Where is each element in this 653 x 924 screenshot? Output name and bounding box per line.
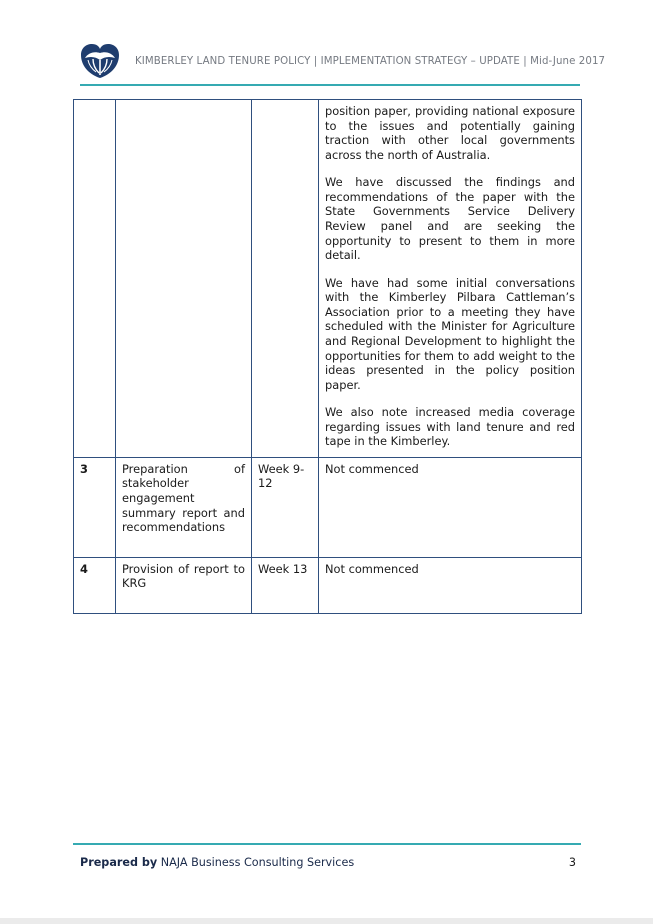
kimberley-shield-logo-icon — [80, 43, 120, 79]
company-name: NAJA Business Consulting Services — [160, 856, 355, 869]
row-number: 4 — [74, 557, 116, 613]
page-number: 3 — [568, 856, 576, 869]
row-task: Preparation of stakeholder engagement summary report and recommendations — [116, 457, 252, 557]
cell-status — [319, 100, 582, 458]
table-row-continued — [74, 100, 582, 458]
page-footer — [80, 856, 576, 869]
status-paragraph: position paper, providing national exposure to the issues and potentially gaining traction with other local governments across the north of Australia. — [325, 104, 575, 162]
prepared-by-label: Prepared by — [80, 856, 158, 869]
header-divider — [80, 84, 580, 86]
status-paragraph: We have had some initial conversations with the Kimberley Pilbara Cattleman’s Association prior to a meeting they have scheduled with the Minister for Agriculture and Regional Development to highlight the opportunities for them to add weight to the ideas presented in the policy position paper. — [325, 275, 575, 392]
row-task: Provision of report to KRG — [116, 557, 252, 613]
implementation-table — [73, 99, 582, 614]
row-number: 3 — [74, 457, 116, 557]
cell-timeframe — [252, 100, 319, 458]
cell-number — [74, 100, 116, 458]
row-status: Not commenced — [319, 557, 582, 613]
cell-task — [116, 100, 252, 458]
document-title: KIMBERLEY LAND TENURE POLICY | IMPLEMENTATION STRATEGY – UPDATE | Mid-June 2017 — [135, 56, 606, 67]
status-paragraph: We also note increased media coverage regarding issues with land tenure and red tape in the Kimberley. — [325, 405, 575, 449]
status-paragraph: We have discussed the findings and recommendations of the paper with the State Governments Service Delivery Review panel and are seeking the opportunity to present to them in more detail. — [325, 175, 575, 263]
row-status: Not commenced — [319, 457, 582, 557]
table-row — [74, 457, 582, 557]
row-timeframe: Week 9-12 — [252, 457, 319, 557]
footer-divider — [73, 843, 581, 845]
row-timeframe: Week 13 — [252, 557, 319, 613]
page-header — [80, 43, 606, 87]
table-row — [74, 557, 582, 613]
